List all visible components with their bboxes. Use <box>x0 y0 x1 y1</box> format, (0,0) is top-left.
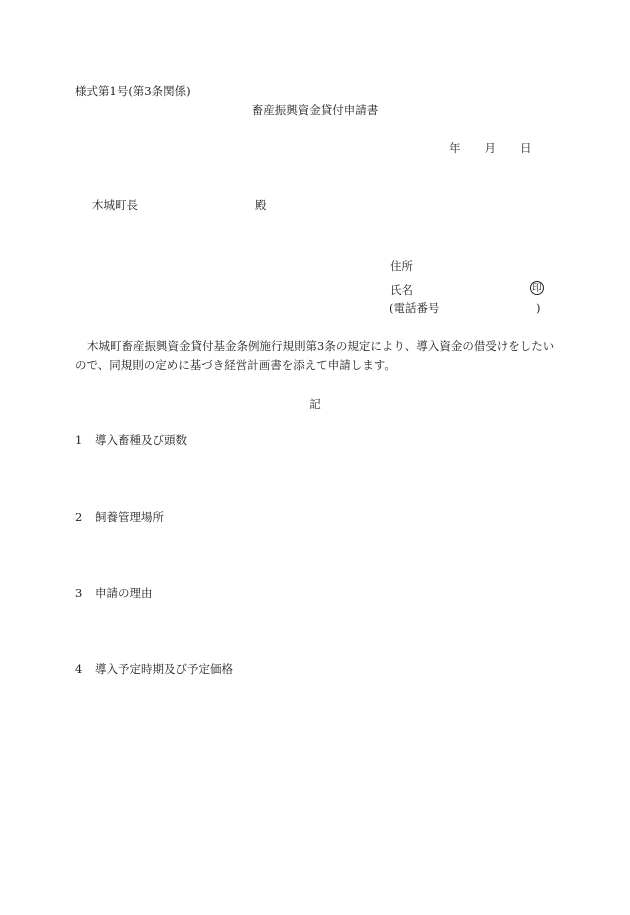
item-number: 3 <box>75 586 83 600</box>
list-item <box>75 432 187 448</box>
item-number: 4 <box>75 662 83 676</box>
phone-label: (電話番号 <box>389 301 440 315</box>
document-title: 畜産振興資金貸付申請書 <box>251 103 379 117</box>
list-item <box>75 661 233 677</box>
ki-heading: 記 <box>309 397 321 411</box>
date-year-label: 年 <box>449 141 461 155</box>
item-number: 2 <box>75 510 83 524</box>
form-number: 様式第1号(第3条関係) <box>75 84 191 98</box>
addressee-honorific: 殿 <box>255 198 267 212</box>
item-number: 1 <box>75 433 83 447</box>
item-label: 導入予定時期及び予定価格 <box>95 662 233 676</box>
list-item <box>75 509 164 525</box>
item-label: 飼養管理場所 <box>95 510 164 524</box>
list-item <box>75 585 153 601</box>
date-line <box>449 140 532 156</box>
address-label: 住所 <box>390 259 413 273</box>
date-month-label: 月 <box>484 141 496 155</box>
addressee-name: 木城町長 <box>92 198 138 212</box>
item-label: 申請の理由 <box>95 586 153 600</box>
item-label: 導入畜種及び頭数 <box>95 433 187 447</box>
date-day-label: 日 <box>520 141 532 155</box>
seal-mark: 印 <box>530 281 544 295</box>
phone-close-paren: ) <box>536 301 541 315</box>
name-label: 氏名 <box>390 283 413 297</box>
application-body-text: 木城町畜産振興資金貸付基金条例施行規則第3条の規定により、導入資金の借受けをしたいので、同規則の定めに基づき経営計画書を添えて申請します。 <box>75 339 555 372</box>
